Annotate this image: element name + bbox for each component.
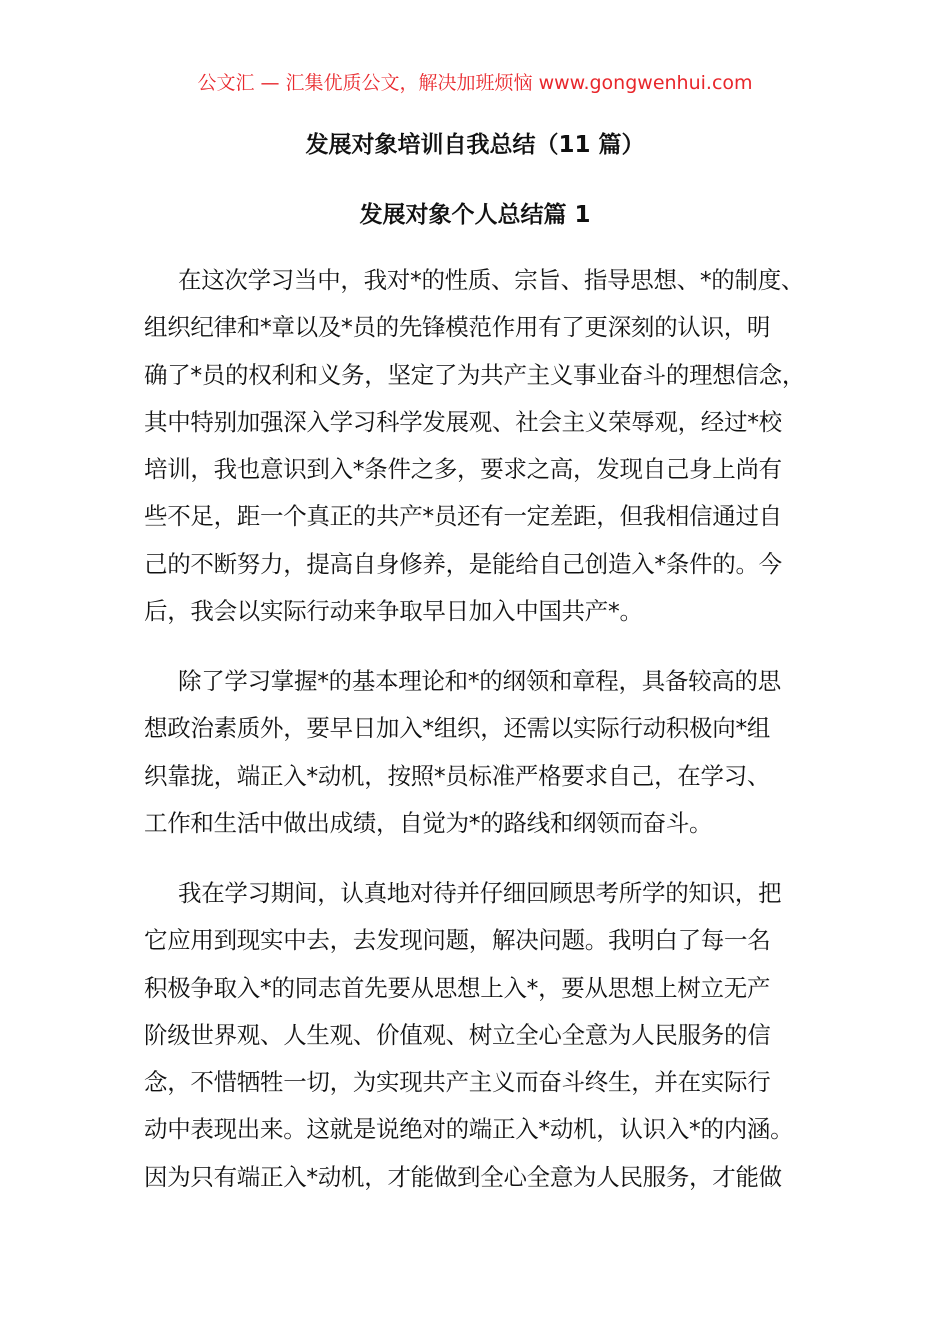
- text-line: 其中特别加强深入学习科学发展观、社会主义荣辱观，经过*校: [144, 407, 782, 436]
- paragraph-1: [144, 257, 844, 635]
- text-line: 些不足，距一个真正的共产*员还有一定差距，但我相信通过自: [144, 502, 782, 531]
- text-line: 培训，我也意识到入*条件之多，要求之高，发现自己身上尚有: [144, 455, 782, 484]
- text-line: 积极争取入*的同志首先要从思想上入*，要从思想上树立无产: [144, 973, 771, 1002]
- section-title: 发展对象个人总结篇 1: [359, 202, 591, 228]
- text-line: 后，我会以实际行动来争取早日加入中国共产*。: [144, 597, 643, 626]
- text-line: 组织纪律和*章以及*员的先锋模范作用有了更深刻的认识，明: [144, 313, 771, 342]
- text-line: 我在学习期间，认真地对待并仔细回顾思考所学的知识，把: [178, 879, 782, 907]
- document-title: 发展对象培训自我总结（11 篇）: [305, 132, 645, 158]
- text-line: 在这次学习当中，我对*的性质、宗旨、指导思想、*的制度、: [178, 266, 805, 294]
- text-line: 因为只有端正入*动机，才能做到全心全意为人民服务，才能做: [144, 1162, 782, 1191]
- site-header-banner: 公文汇 — 汇集优质公文，解决加班烦恼 www.gongwenhui.com: [197, 72, 753, 94]
- text-line: 织靠拢，端正入*动机，按照*员标准严格要求自己，在学习、: [144, 761, 771, 790]
- text-line: 动中表现出来。这就是说绝对的端正入*动机，认识入*的内涵。: [144, 1115, 794, 1144]
- text-line: 己的不断努力，提高自身修养，是能给自己创造入*条件的。今: [144, 549, 782, 578]
- text-line: 阶级世界观、人生观、价值观、树立全心全意为人民服务的信: [144, 1020, 771, 1049]
- paragraph-3: [144, 870, 844, 1201]
- text-line: 工作和生活中做出成绩，自觉为*的路线和纲领而奋斗。: [144, 808, 713, 837]
- text-line: 确了*员的权利和义务，坚定了为共产主义事业奋斗的理想信念，: [144, 360, 806, 389]
- text-line: 它应用到现实中去，去发现问题，解决问题。我明白了每一名: [144, 926, 771, 955]
- paragraph-2: [144, 658, 844, 847]
- text-line: 除了学习掌握*的基本理论和*的纲领和章程，具备较高的思: [178, 667, 781, 695]
- text-line: 念，不惜牺牲一切，为实现共产主义而奋斗终生，并在实际行: [144, 1068, 771, 1097]
- text-line: 想政治素质外，要早日加入*组织，还需以实际行动积极向*组: [144, 714, 771, 743]
